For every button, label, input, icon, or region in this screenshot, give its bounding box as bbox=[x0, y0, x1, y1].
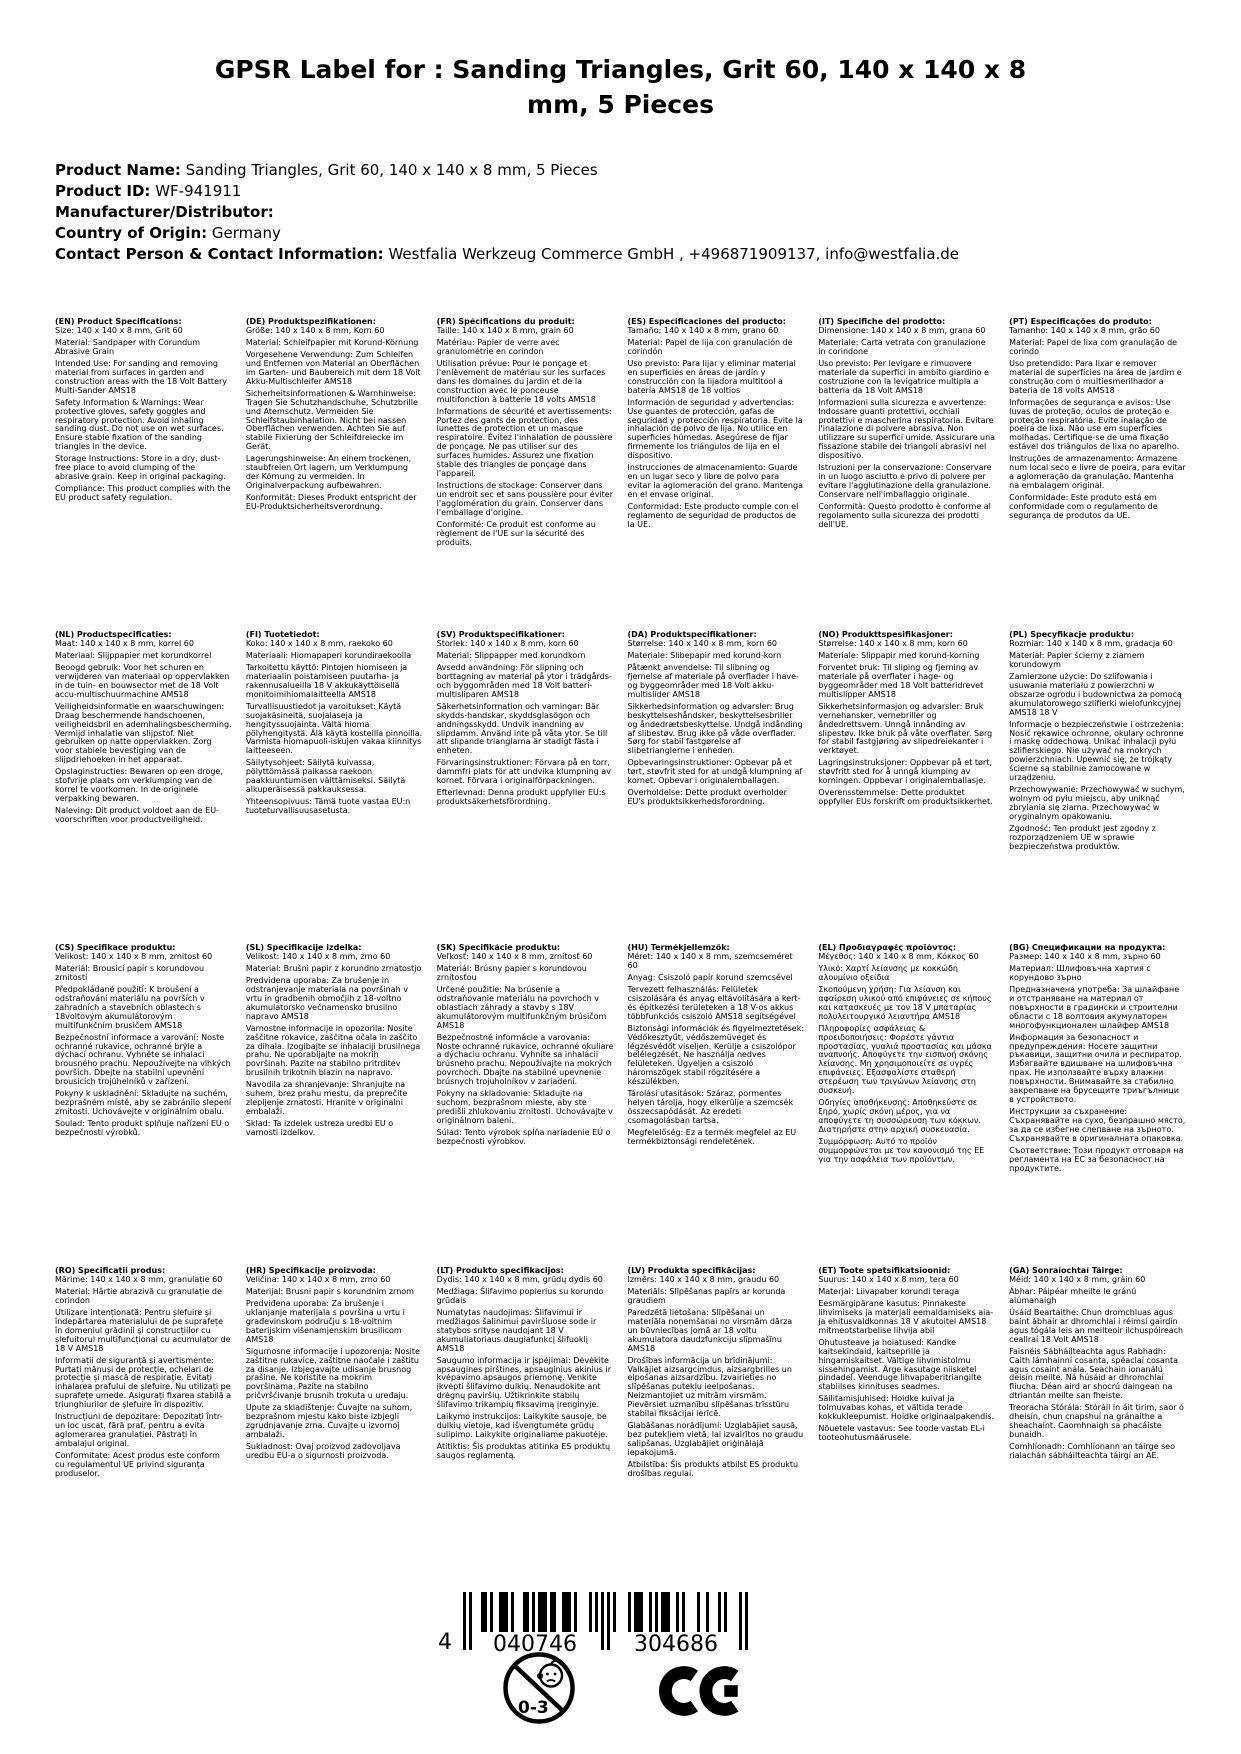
spec-paragraph: Μέγεθος: 140 x 140 x 8 mm, Κόκκος 60 bbox=[818, 951, 979, 961]
spec-paragraph: Οδηγίες αποθήκευσης: Αποθηκεύστε σε ξηρό, χωρίς σκόνη μέρος, για να αποφύγετε τη συσσώρευση των κόκκων. Διατηρήστε στην αρχική συσκευασία. bbox=[818, 1098, 981, 1135]
spec-paragraph: Naleving: Dit product voldoet aan de EU-voorschriften voor productveiligheid. bbox=[55, 806, 219, 825]
spec-paragraph: Compliance: This product complies with the EU product safety regulation. bbox=[55, 484, 231, 503]
spec-block-hu bbox=[627, 944, 804, 1267]
spec-paragraph: Opslaginstructies: Bewaren op een droge, stofvrije plaats om verklumping van de korrel te voorkomen. In de originele verpakking bewaren. bbox=[55, 767, 223, 804]
spec-paragraph: Instrucciones de almacenamiento: Guarde en un lugar seco y libre de polvo para evitar la aglomeración del grano. Mantenga en el envase original. bbox=[627, 463, 803, 500]
page-title-text: GPSR Label for : Sanding Triangles, Grit 60, 140 x 140 x 8 mm, 5 Pieces bbox=[214, 55, 1027, 119]
spec-paragraph: Συμμόρφωση: Αυτό το προϊόν συμμορφώνεται με τον κανονισμό της ΕΕ για την ασφάλεια των προϊόντων. bbox=[818, 1137, 985, 1164]
age-warning-0-3-icon bbox=[501, 1650, 577, 1726]
spec-paragraph: Material: Hârtie abrazivă cu granulație de corindon bbox=[55, 1286, 222, 1305]
spec-block-de bbox=[246, 318, 423, 631]
spec-block-title: (SL) Specifikacije izdelka: bbox=[245, 944, 362, 952]
spec-paragraph: Przechowywanie: Przechowywać w suchym, wolnym od pyłu miejscu, aby uniknąć zbrylania się ziarna. Przechowywać w oryginalnym opakowaniu. bbox=[1009, 785, 1185, 822]
spec-paragraph: Tamaño: 140 x 140 x 8 mm, grano 60 bbox=[627, 325, 779, 335]
spec-block-fr bbox=[437, 318, 614, 631]
spec-paragraph: Materiał: Papier ścierny z ziarnem korundowym bbox=[1009, 650, 1145, 669]
spec-paragraph: Predviđena uporaba: Za brušenje i uklanjanje materijala s površina u vrtu i građevinskom području s 18-voltnim baterijskim višenamjenskim brusilicom AMS18 bbox=[245, 1298, 405, 1344]
spec-block-no bbox=[818, 631, 995, 944]
spec-paragraph: Πληροφορίες ασφάλειας & προειδοποιήσεις: Φορέστε γάντια προστασίας, γυαλιά προστασίας και μάσκα αναπνοής. Αποφύγετε την εισπνοή σκόνης λείανσης. Μη χρησιμοποιείτε σε υγρές επιφάνειες. Εξασφαλίστε σταθερή στερέωση των τριγώνων λείανσης στη συσκευή. bbox=[818, 1023, 992, 1096]
ean-left-group: 040746 bbox=[472, 1634, 598, 1656]
spec-paragraph: Materiaal: Slijppapier met korundkorrel bbox=[55, 650, 212, 660]
spec-paragraph: Koko: 140 x 140 x 8 mm, raekoko 60 bbox=[245, 638, 393, 648]
product-info bbox=[55, 160, 1186, 265]
spec-paragraph: Informacje o bezpieczeństwie i ostrzeżenia: Nosić rękawice ochronne, okulary ochronne i maskę oddechową. Unikać inhalacji pyłu szlifierskiego. Nie używać na mokrych powierzchniach. Upewnić się, że trójkąty ścierne są stabilnie zamocowane w urządzeniu. bbox=[1009, 719, 1184, 783]
spec-block-title: (ES) Especificaciones del producto: bbox=[627, 318, 786, 326]
spec-paragraph: Méid: 140 x 140 x 8 mm, gráin 60 bbox=[1009, 1274, 1146, 1284]
barcode-bar bbox=[526, 1592, 529, 1632]
spec-paragraph: Conformità: Questo prodotto è conforme al regolamento sulla sicurezza dei prodotti dell'UE. bbox=[818, 502, 991, 530]
spec-paragraph: Veľkosť: 140 x 140 x 8 mm, zrnitosť 60 bbox=[436, 951, 593, 961]
spec-block-hr bbox=[246, 1267, 423, 1482]
product-info-row bbox=[55, 181, 1186, 202]
spec-paragraph: Conformidade: Este produto está em conformidade com o regulamento de segurança de produtos da UE. bbox=[1009, 493, 1158, 521]
spec-block-title: (PL) Specyfikacje produktu: bbox=[1009, 631, 1135, 639]
spec-paragraph: Zgodność: Ten produkt jest zgodny z rozporządzeniem UE w sprawie bezpieczeństwa produktów. bbox=[1009, 824, 1156, 851]
spec-paragraph: Uso pretendido: Para lixar e remover material de superfícies na área de jardim e construção com o multiesmerilhador a bateria de 18 volts AMS18 bbox=[1009, 358, 1182, 395]
barcode-bar bbox=[553, 1592, 556, 1632]
spec-paragraph: Säilitamisjuhised: Hoidke kuival ja tolmuvabas kohas, et vältida terade kokkukleepumist. Hoidke originaalpakendis. bbox=[818, 1394, 995, 1422]
spec-paragraph: Material: Schleifpapier mit Korund-Körnung bbox=[245, 337, 419, 347]
spec-block-sl bbox=[246, 944, 423, 1267]
barcode-bar bbox=[589, 1592, 592, 1632]
spec-paragraph: Istruzioni per la conservazione: Conservare in un luogo asciutto e privo di polvere per evitare l'agglutinazione della granulazione. Conservare nell'imballaggio originale. bbox=[818, 463, 992, 500]
spec-block-title: (NL) Productspecificaties: bbox=[55, 631, 172, 639]
spec-paragraph: Drošības informācija un brīdinājumi: Valkājiet aizsargcimdus, aizsargbrilles un elpošanas aizsardzību. Izvairieties no slīpēšanas putekļu ieelpošanas. Neizmantojiet uz mitrām virsmām. Pievērsiet uzmanību slīpēšanas trīsstūru stabilai fiksācijai ierīcē. bbox=[627, 1355, 792, 1419]
spec-paragraph: Forventet bruk: Til sliping og fjerning av materiale på overflater i hage- og byggeområder med 18 Volt batteridrevet multislipper AMS18 bbox=[818, 662, 984, 699]
barcode-bar bbox=[640, 1592, 643, 1632]
spec-paragraph: Turvallisuustiedot ja varoitukset: Käytä suojakäsineitä, suojalaseja ja hengityssuojainta. Vältä hioma pölyhengitystä. Älä käytä kosteilla pinnoilla. Varmista hiomapuoli-iskujen vakaa kiinnitys laitteeseen. bbox=[245, 701, 423, 756]
info-value: Westfalia Werkzeug Commerce GmbH , +496871909137, info@westfalia.de bbox=[383, 245, 960, 263]
barcode bbox=[438, 1592, 753, 1657]
spec-paragraph: Mărime: 140 x 140 x 8 mm, granulație 60 bbox=[55, 1274, 223, 1284]
spec-paragraph: Megfelelőség: Ez a termék megfelel az EU termékbiztonsági rendeletének. bbox=[627, 1128, 797, 1147]
spec-paragraph: Dydis: 140 x 140 x 8 mm, grūdų dydis 60 bbox=[436, 1274, 603, 1284]
page-title bbox=[0, 52, 1241, 122]
spec-paragraph: Pokyny k uskladnění: Skladujte na suchém, bezprašném místě, aby se zabránilo slepení zrnitosti. Uchovávejte v originálním obalu. bbox=[55, 1089, 232, 1117]
spec-block-es bbox=[627, 318, 804, 631]
barcode-bar bbox=[724, 1592, 727, 1632]
spec-paragraph: Súlad: Tento výrobok spĺňa nariadenie EÚ o bezpečnosti výrobkov. bbox=[436, 1128, 611, 1147]
barcode-bar bbox=[523, 1592, 526, 1632]
spec-block-cs bbox=[55, 944, 232, 1267]
spec-paragraph: Safety Information & Warnings: Wear protective gloves, safety goggles and respiratory protection. Avoid inhaling sanding dust. Do not use on wet surfaces. Ensure stable fixation of the sanding triangles in the device. bbox=[55, 397, 224, 452]
barcode-bar bbox=[637, 1592, 640, 1632]
spec-paragraph: Medžiaga: Šlifavimo popierius su korundo grūdais bbox=[436, 1286, 604, 1305]
spec-paragraph: Navodila za shranjevanje: Shranjujte na suhem, brez prahu mestu, da preprečite zlepljenje zrnatosti. Hranite v originalni embalaži. bbox=[245, 1080, 408, 1117]
spec-paragraph: Uso previsto: Para lijar y eliminar material en superficies en áreas de jardín y construcción con la lijadora multitool a batería AMS18 de 18 voltios bbox=[627, 358, 796, 395]
spec-block-en bbox=[55, 318, 232, 631]
spec-paragraph: Tamanho: 140 x 140 x 8 mm, grão 60 bbox=[1009, 325, 1160, 335]
spec-block-title: (IT) Specifiche del prodotto: bbox=[818, 318, 946, 326]
info-value: Germany bbox=[207, 224, 281, 242]
info-label: Product ID: bbox=[55, 182, 151, 200]
barcode-bar bbox=[697, 1592, 700, 1632]
barcode-bar bbox=[505, 1592, 508, 1632]
spec-paragraph: Material: Slippapper med korundkorn bbox=[436, 650, 586, 660]
spec-paragraph: Sukladnost: Ovaj proizvod zadovoljava uredbu EU-a o sigurnosti proizvoda. bbox=[245, 1442, 401, 1461]
barcode-bar bbox=[682, 1592, 685, 1632]
spec-paragraph: Bezpečnostní informace a varování: Noste ochranné rukavice, ochranné brýle a dýchací ochranu. Vyhněte se inhalaci brousného prachu. Nepoužívejte na vlhkých površích. Dbejte na stabilní upevnění brousicích trojúhelníků v zařízení. bbox=[55, 1032, 231, 1087]
spec-paragraph: Predvidena uporaba: Za brušenje in odstranjevanje materiala na površinah v vrtu in gradbenih območjih z 18-voltno akumulatorsko večnamensko brusilno napravo AMS18 bbox=[245, 975, 408, 1021]
spec-paragraph: Matériau: Papier de verre avec granulométrie en corindon bbox=[436, 337, 560, 356]
spec-paragraph: Taille: 140 x 140 x 8 mm, grain 60 bbox=[436, 325, 574, 335]
barcode-bar bbox=[601, 1592, 604, 1650]
spec-paragraph: Atitiktis: Šis produktas atitinka ES produktų saugos reglamentą. bbox=[436, 1442, 611, 1461]
spec-paragraph: Rozmiar: 140 x 140 x 8 mm, gradacja 60 bbox=[1009, 638, 1173, 648]
barcode-bar bbox=[463, 1592, 466, 1650]
spec-block-title: (EN) Product Specifications: bbox=[55, 318, 182, 326]
spec-paragraph: Paredzētā lietošana: Slīpēšanai un materiāla noņemšanai no virsmām dārza un būvniecības jomā ar 18 voltu akumulatora daudzfunkciju slīpmašīnu AMS18 bbox=[627, 1307, 793, 1353]
spec-paragraph: Предназначена употреба: За шлайфане и отстраняване на материал от повърхности в градински и строителни области с 18 волтовия акумулаторен многофункционален шлайфер AMS18 bbox=[1009, 984, 1180, 1030]
spec-block-title: (SV) Produktspecifikationer: bbox=[436, 631, 565, 639]
spec-paragraph: Størrelse: 140 x 140 x 8 mm, korn 60 bbox=[627, 638, 777, 648]
spec-paragraph: Nõuetele vastavus: See toode vastab EL-i tooteohutusmäärusele. bbox=[818, 1424, 985, 1443]
spec-paragraph: Material: Brušni papir z korundno zrnatostjo bbox=[245, 963, 422, 973]
spec-paragraph: Atbilstība: Šis produkts atbilst ES produktu drošības regulai. bbox=[627, 1460, 799, 1479]
spec-paragraph: Tervezett felhasználás: Felületek csiszolására és anyag eltávolítására a kert- és építkezési területeken a 18 V-os akkus többfunkciós csiszoló AMS18 segítségével bbox=[627, 984, 801, 1021]
barcode-bar bbox=[568, 1592, 571, 1632]
barcode-bar bbox=[718, 1592, 721, 1632]
barcode-bar bbox=[490, 1592, 493, 1632]
spec-paragraph: Material: Papel de lija con granulación de corindón bbox=[627, 337, 793, 356]
spec-paragraph: Informações de segurança e avisos: Use luvas de proteção, óculos de proteção e proteção respiratória. Evite inalação de poeira de lixa. Não use em superfícies molhadas. Certifique-se de uma fixação estável dos triângulos de lixa no aparelho. bbox=[1009, 397, 1180, 452]
spec-block-title: (HR) Specifikacije proizvoda: bbox=[245, 1267, 376, 1275]
spec-paragraph: Säilytysohjeet: Säilytä kuivassa, pölyttömässä paikassa raekoon paakkuuntumisen välttämiseksi. Säilytä alkuperäisessä pakkauksessa. bbox=[245, 758, 406, 795]
barcode-bar bbox=[607, 1592, 610, 1650]
barcode-bar bbox=[667, 1592, 670, 1632]
spec-block-title: (DA) Produktspecifikationer: bbox=[627, 631, 757, 639]
spec-block-it bbox=[818, 318, 995, 631]
spec-paragraph: Materiale: Slippapir med korund-korning bbox=[818, 650, 980, 660]
spec-block-bg bbox=[1009, 944, 1186, 1267]
baby-face-icon bbox=[538, 1661, 562, 1687]
spec-paragraph: Материал: Шлифовъчна хартия с корундово зърно bbox=[1009, 963, 1151, 982]
spec-paragraph: Utilizare intenționată: Pentru șlefuire și îndepărtarea materialului de pe suprafețe în domeniul grădinii și construcțiilor cu șlefuitorul multifuncțional cu acumulator de 18 V AMS18 bbox=[55, 1307, 231, 1353]
spec-paragraph: Materijal: Brusni papir s korundnim zrnom bbox=[245, 1286, 414, 1296]
spec-paragraph: Velikost: 140 x 140 x 8 mm, zrnitost 60 bbox=[55, 951, 213, 961]
barcode-bar bbox=[481, 1592, 484, 1632]
spec-paragraph: Materiale: Carta vetrata con granulazione in corindone bbox=[818, 337, 986, 356]
spec-paragraph: Avsedd användning: För slipning och borttagning av material på ytor i trädgårds- och byggområden med 18 Volt batteri-multisliparen AMS18 bbox=[436, 662, 612, 699]
spec-paragraph: Biztonsági információk és figyelmeztetések: Védőkesztyűt, védőszemüveget és légzésvédőt viseljen. Kerülje a csiszolópor belélegzését. Ne használja nedves felületeken. Ügyeljen a csiszoló háromszögek stabil rögzítésére a készülékben. bbox=[627, 1023, 805, 1087]
ce-mark-icon bbox=[658, 1660, 750, 1722]
spec-block-el bbox=[818, 944, 995, 1267]
spec-paragraph: Σκοπούμενη χρήση: Για λείανση και αφαίρεση υλικού από επιφάνειες σε κήπους και κατασκευές με τον 18 V μπαταρίας πολυλειτουργικό λειαντήρα AMS18 bbox=[818, 984, 992, 1021]
spec-paragraph: Určené použitie: Na brúsenie a odstraňovanie materiálu na povrchoch v oblastiach záhrady a stavby s 18V akumulátorovým multifunkčným brúsičom AMS18 bbox=[436, 984, 607, 1030]
spec-paragraph: Veiligheidsinformatie en waarschuwingen: Draag beschermende handschoenen, veiligheidsbril en ademhalingsbescherming. Vermijd inhalatie van slijpstof. Niet gebruiken op natte oppervlakken. Zorg voor stabiele bevestiging van de slijpdriehoeken in het apparaat. bbox=[55, 701, 232, 765]
spec-paragraph: Instruções de armazenamento: Armazene num local seco e livre de poeira, para evitar a aglomeração da granulação. Mantenha na embalagem original. bbox=[1009, 454, 1186, 491]
spec-paragraph: Utilisation prévue: Pour le ponçage et l'enlèvement de matériau sur les surfaces dans les domaines du jardin et de la construction avec le ponceuse multifonction à batterie 18 volts AMS18 bbox=[436, 358, 606, 404]
spec-paragraph: Materiāls: Slīpēšanas papīrs ar korunda graudiem bbox=[627, 1286, 786, 1305]
spec-block-title: (FI) Tuotetiedot: bbox=[245, 631, 320, 639]
spec-paragraph: Materiale: Slibepapir med korund-korn bbox=[627, 650, 782, 660]
spec-paragraph: Informații de siguranță și avertismente: Purtați mănuși de protecție, ochelari de protecție și mască de respirație. Evitați inhalarea prafului de șlefuire. Nu utilizați pe suprafețe umede. Asigurați fixarea stabilă a triunghiurilor de șlefuire în dispozitiv. bbox=[55, 1355, 232, 1410]
spec-paragraph: Conformité: Ce produit est conforme au règlement de l'UE sur la sécurité des produits. bbox=[436, 520, 596, 547]
info-label: Product Name: bbox=[55, 161, 181, 179]
spec-block-title: (RO) Specificații produs: bbox=[55, 1267, 166, 1275]
spec-paragraph: Storage Instructions: Store in a dry, dust-free place to avoid clumping of the abrasive grain. Keep in original packaging. bbox=[55, 454, 226, 482]
barcode-bar bbox=[544, 1592, 547, 1632]
spec-block-title: (HU) Termékjellemzők: bbox=[627, 944, 730, 952]
barcode-bar bbox=[739, 1592, 742, 1650]
barcode-bar bbox=[538, 1592, 541, 1632]
spec-paragraph: Méret: 140 x 140 x 8 mm, szemcseméret 60 bbox=[627, 951, 793, 970]
barcode-bar bbox=[664, 1592, 667, 1632]
spec-block-title: (PT) Especificações do produto: bbox=[1009, 318, 1152, 326]
spec-paragraph: Faisnéis Sábháilteachta agus Rabhadh: Caith lámhainní cosanta, spéaclaí cosanta agus cosaint anála. Seachain ionanálú deisín meilte. Ná húsáid ar dhromchlaí fliucha. Déan aird ar shocrú daingean na dtriantán meilte san fheiste. bbox=[1009, 1346, 1179, 1401]
spec-paragraph: Säkerhetsinformation och varningar: Bär skydds-handskar, skyddsglasögon och andningsskydd. Undvik inandning av slipdamm. Använd inte på våta ytor. Se till att slipande trianglarna är stadigt fästa i enheten. bbox=[436, 701, 608, 756]
info-value: WF-941911 bbox=[150, 182, 242, 200]
ean-lead-digit: 4 bbox=[438, 1630, 452, 1655]
spec-paragraph: Úsáid Beartaithe: Chun dromchluas agus baint ábhair ar dhromchlaí i réimsí gairdín agus tógála leis an meilteoir ilchuspóireach ceallraí 18 Volt AMS18 bbox=[1009, 1307, 1184, 1344]
spec-paragraph: Instructions de stockage: Conserver dans un endroit sec et sans poussière pour éviter l'agglomération du grain. Conserver dans l'emballage d'origine. bbox=[436, 481, 614, 518]
spec-paragraph: Lagringsinstruksjoner: Oppbevar på et tørt, støvfritt sted for å unngå klumping av korningen. Oppbevar i originalemballasje. bbox=[818, 758, 992, 786]
spec-paragraph: Pokyny na skladovanie: Skladujte na suchom, bezprašnom mieste, aby ste predišli zhlukovaniu zrnitosti. Uchovávajte v originálnom balení. bbox=[436, 1089, 613, 1126]
barcode-bar bbox=[649, 1592, 652, 1632]
spec-block-title: (BG) Спецификации на продукта: bbox=[1009, 944, 1166, 952]
spec-paragraph: Comhlíonadh: Comhlíonann an táirge seo rialachán sábháilteachta táirgí an AE. bbox=[1009, 1442, 1175, 1461]
spec-block-pl bbox=[1009, 631, 1186, 944]
spec-paragraph: Vorgesehene Verwendung: Zum Schleifen und Entfernen von Material an Oberflächen im Garten- und Baubereich mit dem 18 Volt Akku-Multischleifer AMS18 bbox=[245, 349, 421, 386]
spec-paragraph: Varnostne informacije in opozorila: Nosite zaščitne rokavice, zaščitna očala in zaščito za dihala. Izogibajte se inhalaciji brusilnega prahu. Ne uporabljajte na mokrih površinah. Pazite na stabilno pritrditev brusilnih trikotnih blazin na napravo. bbox=[245, 1023, 421, 1078]
spec-paragraph: Tárolási utasítások: Száraz, pormentes helyen tárolja, hogy elkerülje a szemcsék összecsapódását. Az eredeti csomagolásban tartsa. bbox=[627, 1089, 794, 1126]
barcode-bar bbox=[706, 1592, 709, 1632]
spec-paragraph: Materiál: Brousicí papír s korundovou zrnitostí bbox=[55, 963, 205, 982]
spec-paragraph: Upute za skladištenje: Čuvajte na suhom, bezprašnom mjestu kako biste izbjegli zgrudnjavanje zrna. Čuvajte u izvornoj ambalaži. bbox=[245, 1403, 413, 1440]
barcode-bar bbox=[613, 1592, 616, 1632]
barcode-bar bbox=[661, 1592, 664, 1632]
spec-block-da bbox=[627, 631, 804, 944]
spec-paragraph: Eesmärgipärane kasutus: Pinnakeste lihvimiseks ja materjali eemaldamiseks aia- ja ehitusvaldkonnas 18 V akutoitel AMS18 mitmeotstarbelise lihvija abil bbox=[818, 1298, 994, 1335]
spec-paragraph: Conformitate: Acest produs este conform cu regulamentul UE privind siguranța produselor. bbox=[55, 1451, 220, 1479]
spec-block-title: (LV) Produkta specifikācijas: bbox=[627, 1267, 756, 1275]
spec-paragraph: Ábhar: Páipéar mheilte le gránú alúmanaigh bbox=[1009, 1286, 1137, 1305]
barcode-bar bbox=[532, 1592, 535, 1632]
spec-paragraph: Materiál: Brúsny papier s korundovou zrnitosťou bbox=[436, 963, 587, 982]
spec-paragraph: Størrelse: 140 x 140 x 8 mm, korn 60 bbox=[818, 638, 968, 648]
spec-paragraph: Numatytas naudojimas: Šlifavimui ir medžiagos šalinimui paviršiuose sode ir statybos srityse naudojant 18 V akumuliatoriaus daugiafunkcį šlifuoklį AMS18 bbox=[436, 1307, 597, 1353]
spec-paragraph: Veličina: 140 x 140 x 8 mm, zrno 60 bbox=[245, 1274, 391, 1284]
product-info-row bbox=[55, 160, 1186, 181]
spec-paragraph: Съответствие: Този продукт отговаря на регламента на ЕС за безопасност на продуктите. bbox=[1009, 1146, 1184, 1173]
spec-paragraph: Efterlevnad: Denna produkt uppfyller EU:s produktsäkerhetsförordning. bbox=[436, 788, 606, 807]
spec-paragraph: Sigurnosne informacije i upozorenja: Nosite zaštitne rukavice, zaštitne naočale i zaštitu za disanje. Izbjegavajte udisanje brusnog prašine. Ne koristite na mokrim površinama. Pazite na stabilno pričvršćivanje brusnih trokuta u uređaju. bbox=[245, 1346, 420, 1401]
spec-block-title: (SK) Špecifikácie produktu: bbox=[436, 944, 561, 952]
spec-paragraph: Förvaringsinstruktioner: Förvara på en torr, dammfri plats för att undvika klumpning av kornet. Förvara i originalförpackningen. bbox=[436, 758, 611, 786]
spec-paragraph: Информация за безопасност и предупреждения: Носете защитни ръкавици, защитни очила и респиратор. Избягвайте вдишване на шлифовъчна прах. Не използвайте върху влажни повърхности. Внимавайте за стабилно закрепване на брусещите триъгълници в устройството. bbox=[1009, 1032, 1182, 1105]
spec-paragraph: Storlek: 140 x 140 x 8 mm, korn 60 bbox=[436, 638, 579, 648]
product-info-row bbox=[55, 202, 1186, 223]
spec-paragraph: Intended Use: For sanding and removing material from surfaces in garden and construction areas with the 18 Volt Battery Multi-Sander AMS18 bbox=[55, 358, 228, 395]
spec-block-title: (GA) Sonraíochtaí Táirge: bbox=[1009, 1267, 1123, 1275]
barcode-bar bbox=[574, 1592, 577, 1632]
spec-paragraph: Laikymo instrukcijos: Laikykite sausoje, be dulkių vietoje, kad išvengtumėte grūdų sulipimo. Laikykite originaliame pakuotėje. bbox=[436, 1412, 608, 1440]
barcode-bar bbox=[628, 1592, 631, 1632]
spec-paragraph: Informazioni sulla sicurezza e avvertenze: Indossare guanti protettivi, occhiali protettivi e mascherina respiratoria. Evitare l'inalazione di polvere abrasiva. Non utilizzare su superfici umide. Assicurare una fissazione stabile dei triangoli abrasivi nel dispositivo. bbox=[818, 397, 996, 461]
product-info-row bbox=[55, 223, 1186, 244]
spec-paragraph: Tarkoitettu käyttö: Pintojen hiomiseen ja materiaalin poistamiseen puutarha- ja rakennusalueilla 18 V akkukäyttöisellä monitoimihiomalaitteella AMS18 bbox=[245, 662, 408, 699]
spec-paragraph: Anyag: Csiszoló papír korund szemcsével bbox=[627, 972, 793, 982]
spec-paragraph: Materiaali: Hiomapaperi korundiraekoolla bbox=[245, 650, 412, 660]
spec-paragraph: Größe: 140 x 140 x 8 mm, Korn 60 bbox=[245, 325, 385, 335]
barcode-bar bbox=[655, 1592, 658, 1632]
spec-block-title: (LT) Produkto specifikacijos: bbox=[436, 1267, 564, 1275]
barcode-bar bbox=[634, 1592, 637, 1632]
spec-paragraph: Bezpečnostné informácie a varovania: Noste ochranné rukavice, ochranné okuliare a dýchaciu ochranu. Vyhnite sa inhalácii brúsneho prachu. Nepoužívajte na mokrých povrchoch. Dbajte na stabilné upevnenie brúsnych trojuholníkov v zariadení. bbox=[436, 1032, 614, 1087]
info-value: Sanding Triangles, Grit 60, 140 x 140 x 8 mm, 5 Pieces bbox=[180, 161, 598, 179]
spec-paragraph: Påtænkt anvendelse: Til slibning og fjernelse af materiale på overflader i have- og byggeområder med 18 Volt akku-multislider AMS18 bbox=[627, 662, 799, 699]
info-label: Contact Person & Contact Information: bbox=[55, 245, 384, 263]
spec-paragraph: Uso previsto: Per levigare e rimuovere materiale da superfici in ambito giardino e costruzione con la levigatrice multipla a batteria da 18 Volt AMS18 bbox=[818, 358, 989, 395]
spec-block-lv bbox=[627, 1267, 804, 1482]
spec-paragraph: Saugumo informacija ir įspėjimai: Dėvėkite apsaugines pirštines, apsauginius akinius ir kvėpavimo apsaugos priemonę. Venkite įkvėpti šlifavimo dulkių. Nenaudokite ant drėgnų paviršių. Užtikrinkite stabilų šlifavimo trikampių fiksavimą įrenginyje. bbox=[436, 1355, 611, 1410]
spec-paragraph: Sicherheitsinformationen & Warnhinweise: Tragen Sie Schutzhandschuhe, Schutzbrille und Atemschutz. Vermeiden Sie Schleifstaubinhalation. Nicht bei nassen Oberflächen verwenden. Achten Sie auf stabile Fixierung der Schleifdreiecke im Gerät. bbox=[245, 388, 418, 452]
spec-block-title: (EL) Προδιαγραφές προϊόντος: bbox=[818, 944, 957, 952]
barcode-bar bbox=[595, 1592, 598, 1632]
spec-paragraph: Soulad: Tento produkt splňuje nařízení EU o bezpečnosti výrobků. bbox=[55, 1119, 230, 1138]
info-label: Manufacturer/Distributor: bbox=[55, 203, 274, 221]
spec-paragraph: Maat: 140 x 140 x 8 mm, korrel 60 bbox=[55, 638, 194, 648]
info-label: Country of Origin: bbox=[55, 224, 208, 242]
spec-paragraph: Glabāšanas norādījumi: Uzglabājiet sausā, bez putekļiem vietā, lai izvairītos no graudu salipšanas. Uzglabājiet oriģinālajā iepakojumā. bbox=[627, 1421, 804, 1458]
spec-paragraph: Sikkerhedsinformation og advarsler: Brug beskyttelseshåndsker, beskyttelsesbriller og åndedrætsbeskyttelse. Undgå indånding af slibestøv. Brug ikke på våde overflader. Sørg for stabil fastgørelse af slibetrianglerne i enheden. bbox=[627, 701, 803, 756]
spec-paragraph: Material: Papel de lixa com granulação de corindo bbox=[1009, 337, 1178, 356]
spec-block-ro bbox=[55, 1267, 232, 1482]
spec-block-pt bbox=[1009, 318, 1186, 631]
spec-paragraph: Izmērs: 140 x 140 x 8 mm, graudu 60 bbox=[627, 1274, 780, 1284]
spec-paragraph: Beoogd gebruik: Voor het schuren en verwijderen van materiaal op oppervlakken in de tuin- en bouwsector met de 18 Volt accu-multischuurmachine AMS18 bbox=[55, 662, 230, 699]
barcode-bar bbox=[502, 1592, 505, 1632]
spec-paragraph: Informations de sécurité et avertissements: Portez des gants de protection, des lunettes de protection et un masque respiratoire. Évitez l'inhalation de poussière de ponçage. Ne pas utiliser sur des surfaces humides. Assurez une fixation stable des triangles de ponçage dans l'appareil. bbox=[436, 406, 613, 479]
spec-block-title: (CS) Specifikace produktu: bbox=[55, 944, 176, 952]
spec-paragraph: Předpokládané použití: K broušení a odstraňování materiálu na površích v zahradních a stavebních oblastech s 18voltovým akumulátorovým multifunkčním brusičem AMS18 bbox=[55, 984, 205, 1030]
spec-paragraph: Zamierzone użycie: Do szlifowania i usuwania materiału z powierzchni w obszarze ogrodu i budownictwa za pomocą akumulatorowego szlifierki wielofunkcyjnej AMS18 18 V bbox=[1009, 671, 1182, 717]
language-grid bbox=[55, 318, 1186, 1482]
spec-paragraph: Size: 140 x 140 x 8 mm, Grit 60 bbox=[55, 325, 183, 335]
ean-right-group: 304686 bbox=[613, 1634, 739, 1656]
spec-paragraph: Инструкции за съхранение: Съхранявайте на сухо, безпрашно място, за да се избегне слепване на зърното. Съхранявайте в оригиналната опаковка. bbox=[1009, 1107, 1186, 1144]
spec-block-et bbox=[818, 1267, 995, 1482]
spec-paragraph: Ohutusteave ja hoiatused: Kandke kaitsekindaid, kaitseprille ja hingamiskaitset. Vältige lihvimistolmu sissehingamist. Ärge kasutage niisketel pindadel. Veenduge lihvapaberitriangilte stabiilses kinnituses seadmes. bbox=[818, 1337, 982, 1392]
barcode-bar bbox=[676, 1592, 679, 1632]
spec-block-fi bbox=[246, 631, 423, 944]
spec-block-sv bbox=[437, 631, 614, 944]
spec-paragraph: Yhteensopivuus: Tämä tuote vastaa EU:n tuoteturvallisuusasetusta. bbox=[245, 797, 411, 816]
spec-block-title: (ET) Toote spetsifikatsioonid: bbox=[818, 1267, 951, 1275]
spec-block-lt bbox=[437, 1267, 614, 1482]
spec-block-nl bbox=[55, 631, 232, 944]
spec-paragraph: Opbevaringsinstruktioner: Opbevar på et tørt, støvfrit sted for at undgå klumpning af kornet. Opbevar i originalemballagen. bbox=[627, 758, 803, 786]
spec-paragraph: Velikost: 140 x 140 x 8 mm, zrno 60 bbox=[245, 951, 391, 961]
spec-paragraph: Lagerungshinweise: An einem trockenen, staubfreien Ort lagern, um Verklumpung der Körnung zu vermeiden. In Originalverpackung aufbewahren. bbox=[245, 454, 412, 491]
spec-paragraph: Conformidad: Este producto cumple con el reglamento de seguridad de productos de la UE. bbox=[627, 502, 799, 530]
spec-block-ga bbox=[1009, 1267, 1186, 1482]
barcode-bar bbox=[499, 1592, 502, 1632]
spec-paragraph: Overensstemmelse: Dette produktet oppfyller EUs forskrift om produktsikkerhet. bbox=[818, 788, 993, 807]
spec-block-title: (FR) Spécifications du produit: bbox=[436, 318, 575, 326]
spec-paragraph: Overholdelse: Dette produkt overholder EU's produktsikkerhedsforordning. bbox=[627, 788, 787, 807]
spec-paragraph: Sikkerhetsinformasjon og advarsler: Bruk vernehansker, vernebriller og åndedrettsvern. Unngå innånding av slipestøv. Ikke bruk på våte overflater. Sørg for stabil fastgjøring av slipedreiekanter i verktøyet. bbox=[818, 701, 993, 756]
spec-paragraph: Размер: 140 x 140 x 8 mm, зърно 60 bbox=[1009, 951, 1161, 961]
barcode-bar bbox=[511, 1592, 514, 1632]
spec-block-sk bbox=[437, 944, 614, 1267]
spec-block-title: (NO) Produkttspesifikasjoner: bbox=[818, 631, 953, 639]
spec-paragraph: Material: Sandpaper with Corundum Abrasive Grain bbox=[55, 337, 201, 356]
barcode-bar bbox=[745, 1592, 748, 1650]
spec-paragraph: Información de seguridad y advertencias: Use guantes de protección, gafas de seguridad y protección respiratoria. Evite la inhalación de polvo de lija. No utilice en superficies húmedas. Asegúrese de fijar firmemente los triángulos de lija en el dispositivo. bbox=[627, 397, 803, 461]
barcode-bar bbox=[562, 1592, 565, 1632]
barcode-bar bbox=[541, 1592, 544, 1632]
spec-paragraph: Instrucțiuni de depozitare: Depozitați într-un loc uscat, fără praf, pentru a evita aglomerarea granulației. Păstrați în ambalajul original. bbox=[55, 1412, 223, 1449]
product-info-row bbox=[55, 244, 1186, 265]
spec-paragraph: Treoracha Stórála: Stóráil in áit tirim, saor ó dheisín, chun cnapshuí na gránaithe a sheachaint. Caomhnaigh sa phacáiste bunaidh. bbox=[1009, 1403, 1184, 1440]
spec-paragraph: Υλικό: Χαρτί λείανσης με κοκκώδη αλουμίνιο οξείδια bbox=[818, 963, 958, 982]
barcode-bar bbox=[550, 1592, 553, 1632]
spec-paragraph: Sklad: Ta izdelek ustreza uredbi EU o varnosti izdelkov. bbox=[245, 1119, 394, 1138]
age-range-text: 0-3 bbox=[518, 1698, 549, 1718]
spec-paragraph: Dimensione: 140 x 140 x 8 mm, grana 60 bbox=[818, 325, 986, 335]
spec-block-title: (DE) Produktspezifikationen: bbox=[245, 318, 376, 326]
spec-paragraph: Konformität: Dieses Produkt entspricht der EU-Produktsicherheitsverordnung. bbox=[245, 493, 417, 512]
barcode-bar bbox=[565, 1592, 568, 1632]
spec-paragraph: Suurus: 140 x 140 x 8 mm, tera 60 bbox=[818, 1274, 959, 1284]
barcode-bar bbox=[484, 1592, 487, 1632]
spec-paragraph: Materjal: Liivapaber korundi teraga bbox=[818, 1286, 960, 1296]
